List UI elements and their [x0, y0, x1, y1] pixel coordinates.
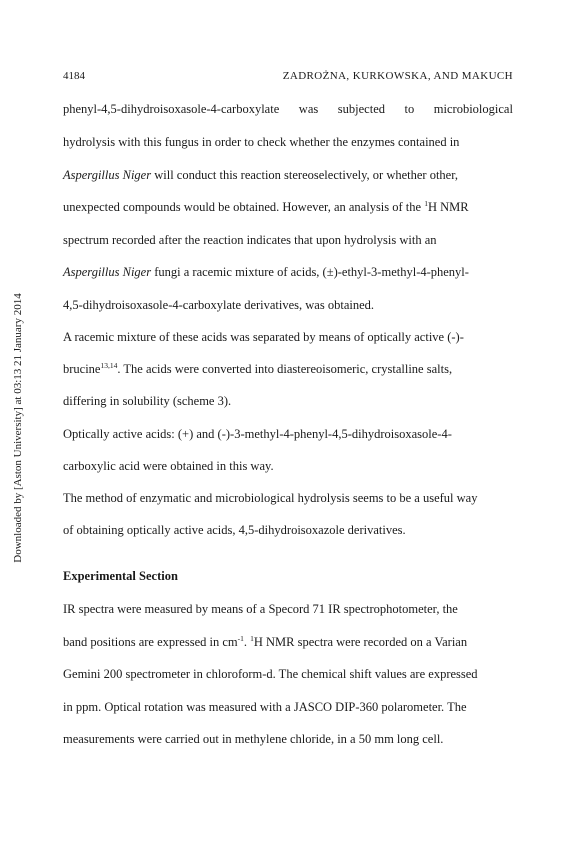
word: was — [298, 102, 319, 116]
text-line: unexpected compounds would be obtained. However, an analysis of the $^1$H NMR — [63, 199, 469, 214]
text-line: A racemic mixture of these acids was separated by means of optically active (-)- — [63, 330, 464, 344]
download-watermark: Downloaded by [Aston University] at 03:13 21 January 2014 — [12, 293, 24, 563]
page-header — [63, 70, 513, 86]
text-line: Gemini 200 spectrometer in chloroform-d. The chemical shift values are expressed — [63, 667, 478, 681]
text-line: Aspergillus Niger will conduct this reaction stereoselectively, or whether other, — [63, 168, 459, 182]
text-line: differing in solubility (scheme 3). — [63, 394, 232, 408]
text-line: in ppm. Optical rotation was measured with a JASCO DIP-360 polarometer. The — [63, 700, 467, 714]
species-name: Aspergillus Niger — [63, 265, 152, 279]
text-line: IR spectra were measured by means of a Specord 71 IR spectrophotometer, the — [63, 602, 458, 616]
species-name: Aspergillus Niger — [63, 168, 152, 182]
superscript: 1 — [424, 199, 428, 208]
text-line: band positions are expressed in $cm^{-1}$. $^1$H NMR spectra were recorded on a Varian — [63, 634, 468, 649]
text-line: spectrum recorded after the reaction indicates that upon hydrolysis with an — [63, 233, 437, 247]
text-line: Optically active acids: (+) and (-)-3-methyl-4-phenyl-4,5-dihydroisoxasole-4- — [63, 427, 452, 441]
running-head: ZADROŻNA, KURKOWSKA, AND MAKUCH — [282, 70, 513, 82]
word: subjected — [337, 102, 385, 116]
text-line: The method of enzymatic and microbiological hydrolysis seems to be a useful way — [63, 491, 478, 505]
text-line: measurements were carried out in methylene chloride, in a 50 mm long cell. — [63, 732, 444, 746]
section-heading: Experimental Section — [63, 569, 178, 583]
citation-superscript: 13,14 — [100, 361, 118, 370]
text-line: carboxylic acid were obtained in this way. — [63, 459, 274, 473]
text-line: Aspergillus Niger fungi a racemic mixture of acids, (±)-ethyl-3-methyl-4-phenyl- — [63, 265, 469, 279]
text-line: hydrolysis with this fungus in order to check whether the enzymes contained in — [63, 135, 460, 149]
page-number: 4184 — [63, 70, 85, 82]
text-line: brucine$^{13,14}$. The acids were converted into diastereoisomeric, crystalline salts, — [63, 361, 453, 376]
text-line: of obtaining optically active acids, 4,5-dihydroisoxazole derivatives. — [63, 523, 406, 537]
word: to — [404, 102, 415, 116]
superscript: -1 — [237, 634, 244, 643]
text-line: 4,5-dihydroisoxasole-4-carboxylate derivatives, was obtained. — [63, 298, 375, 312]
superscript: 1 — [250, 634, 254, 643]
word: phenyl-4,5-dihydroisoxasole-4-carboxylate — [63, 102, 280, 116]
word: microbiological — [433, 102, 513, 116]
text-line — [63, 101, 513, 117]
